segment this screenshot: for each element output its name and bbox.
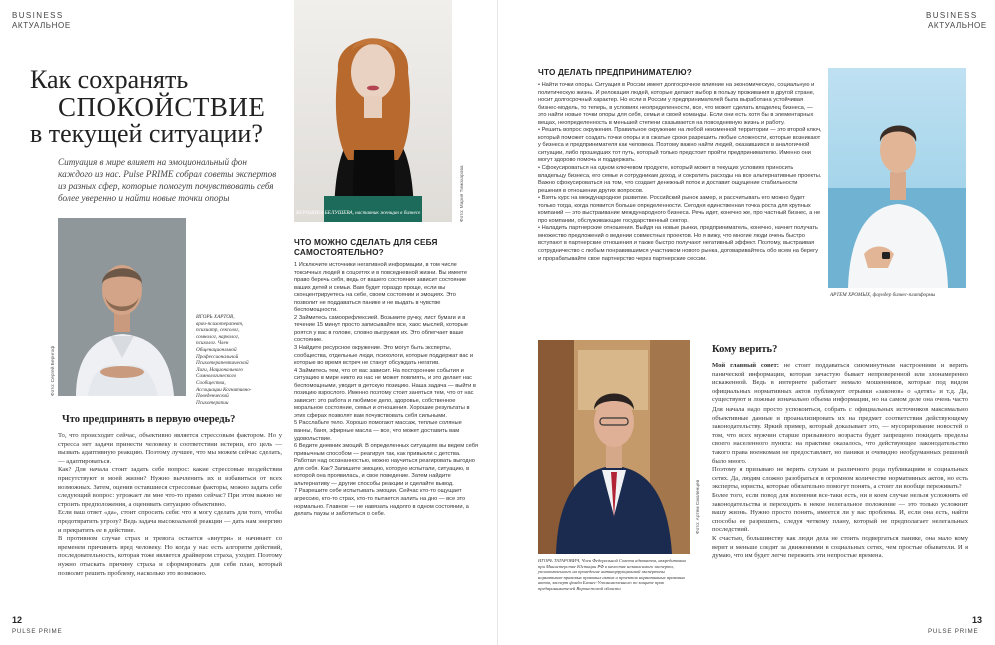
portrait-caption-2: ВЕРОНИКА БЕЛУШЕВА, наставник женщин в бизнесе bbox=[296, 210, 421, 216]
section-label: BUSINESS bbox=[12, 11, 64, 20]
article-title-line1: Как сохранять bbox=[30, 65, 189, 94]
question-heading-3: ЧТО ДЕЛАТЬ ПРЕДПРИНИМАТЕЛЮ? bbox=[538, 68, 692, 77]
portrait-caption-1: ИГОРЬ ХАРТОВ, врач-психотерапевт, психиатр, сексолог, сомнолог, нарколог, психолог. Член Общенационльной Профессиональной Психотерапевтической Лиги, Национального Сомнологического Сообщества, Ассоциации Когнитивно- Поведенческой Психотерапии bbox=[196, 314, 252, 406]
article-title-line3: в текущей ситуации? bbox=[30, 119, 263, 148]
portrait-igor-tatarovich bbox=[538, 340, 690, 554]
article-title-line2: СПОКОЙСТВИЕ bbox=[58, 92, 266, 122]
portrait-illustration bbox=[58, 218, 186, 396]
section-label-right: BUSINESS bbox=[926, 11, 978, 20]
page-number-left: 12 bbox=[12, 615, 23, 625]
question-body-3: • Найти точки опоры. Ситуация в России имеет долгосрочное влияние на экономическую, социальную и политическую жизнь. И релокация людей, которые делают выбор в пользу проживания в другой стране, носит долгосрочный характер. Но если в России у предпринимателей была выработана устойчивая бизнес-модель, то теперь, в условиях неопределенности, все, что может сделать владелец бизнеса, — это найти новые точки опоры для себя, семьи и своей команды. Если они есть хотя бы в элементарных вещах, неопределенность в меньшей степени сказывается на повседневную жизнь и работу. • Решить вопрос окружения. Правильное окружение на любой неизменной территории — это второй ключ, который поможет создать точки опоры и в сжатые сроки разрешить любые сложности, которые возникают у бизнеса и предпринимателя как человека. Поэтому важно найти людей, оказавшихся в аналогичной ситуации, либо прошедших тот путь, который только предстоит пройти предпринимателю. Именно они могут здорово помочь и поддержать. • Сфокусироваться на одном ключевом продукте, который может в текущих условиях приносить владельцу бизнеса, его семье и сотрудникам доход, и сократить расходы на все альтернативные проекты. Важно сфокусироваться на том, что создает денежный поток и доставит ощущение стабильности решения в отношении других вопросов. • Взять курс на международное развитие. Российский рынок замер, и рассчитывать его можно будет только тогда, когда появится больше определенности. Сегодня единственная точка роста для крупных компаний — это выстраивание международного бизнеса. Речь идет, конечно же, про частный бизнес, а не про компании, обслуживающие государственный сектор. • Наладить партнерские отношения. Выйдя на новые рынки, предприниматель, конечно, начнет получать множество предложений о ведении совместных проектов. Но я вижу, что многие люди очень быстро вступают в партнерские отношения и также быстро получают негативный эффект. Поэтому, выстраивая сотрудничество с любым понравившимся участником нового рынка, договаривайтесь обо всем на берегу и прорабатывайте свое партнерство через партнерские сессии. bbox=[538, 82, 822, 262]
question-lead-4: Мой главный совет: bbox=[712, 362, 779, 369]
portrait-caption-3: АРТЕМ ХРОМЫХ, фаундер бизнес-платформы bbox=[830, 292, 936, 298]
question-body-1: То, что происходит сейчас, объективно является стрессовым фактором. Но у стресса нет задачи принести человеку в соответствии истерии, его цель — вызвать адаптивную реакцию. Поэтому лучшее, что мы можем сейчас сделать, — адаптироваться. Как? Для начала стоит задать себе вопрос: какие стрессовые воздействия присутствуют в моей жизни? Нужно вычленить их и избавиться от всех возможных. Затем, оценив оставшиеся стрессовые факторы, можно задать себе следующий вопрос: угрожает ли мне что-то прямо сейчас? При этом важно не строить предположения, а оценивать ситуацию объективно. Если ваш ответ «да», стоит спросить себя: что я могу сделать для того, чтобы предотвратить угрозу? Ведь задача высокоальной реакции — дать нам энергию и прекратить ее в действие. В противном случае страх и тревога остается «внутри» и начинает со временем причинять вред человеку. Но когда у нас есть алгоритм действий, последовательность, которая тоже является драйвером страха, уходит. Поэтому нужно отыскать причину страха и сформировать для себя план, который позволит решить проблему, насколько это возможно. bbox=[58, 432, 282, 577]
portrait-veronika-belusheva bbox=[294, 0, 452, 222]
portrait-igor-khartov bbox=[58, 218, 186, 396]
brand-right: PULSE PRIME bbox=[928, 628, 979, 635]
portrait-artem-khromykh bbox=[828, 68, 966, 288]
subsection-label: АКТУАЛЬНОЕ bbox=[12, 21, 71, 30]
subsection-label-right: АКТУАЛЬНОЕ bbox=[928, 21, 987, 30]
question-body-4: Для начала надо просто успокоиться, собрать с официальных источников максимально объективные данные и проанализировать их на предмет соответствия действующему законодательству. Яркий пример, который доказывает это, — мусорирование новостей о том, что всех мужчин старше призывного возраста будет запрещено покидать пределы своего населенного пункта: на практике оказалось, что действующее законодательство такого права военкомам не предоставляет, но паники и очевидно необдуманных решений было много. Поэтому я призываю не верить слухам и различного рода публикациям в социальных сетях. Да, людям сложно разобраться в огромном количестве нормативных актов, но есть эксперты, юристы, которые обязательно помогут понять, а стоит ли вообще переживать? Более того, если повод для волнения все-таки есть, ни в коем случае нельзя усложнять её законодательства и переходить в некое нелегальное положение — это только усложнит вашу жизнь. Нужно просто понять, имеется ли у вас проблема. И, если она есть, найти способы ее разрешить, следуя четкому плану, который не предполагает нелегальных последствий. К счастью, большинству как люди дела не стоить подвергаться панике, она мало кому верит и меньше следят за движениями в социальных сетях, чем простые обыватели. И я думаю, что им будет легче пережить эти непростые времена. bbox=[712, 406, 968, 560]
portrait-illustration-2 bbox=[294, 0, 452, 222]
portrait-caption-4: ИГОРЬ ТАТАРОВИЧ, Член Федеральной Совета адвокатов, аккредитован при Министерстве Юстиции РФ в качестве независимого эксперта, уполномоченного на проведение антикоррупционной экспертизы нормативно-правовых правовых актов и проектов нормативных правовых актов, эксперт фонда Бизнес-Уполномоченного по защите прав предпринимателей Воронежской области bbox=[538, 558, 686, 591]
question-heading-4: Кому верить? bbox=[712, 344, 778, 355]
question-body-4-first: не стоит поддаваться сиюминутным настроениям и верить панической информации, которая зачастую бывает непроверенной или злонамеренно искаженной. Ведь в интернете работает немало мошенников, которые под видом официальных нормативных актов публикуют отрывки «законов» о «детях» и т.д. Да, существуют и ложные изначально объема информации, но на самом деле она очень часто bbox=[712, 362, 968, 404]
photo-credit-4: Фото: Артем Смоленцев bbox=[696, 479, 701, 534]
photo-credit-2: Фото: Мария Тимохарова bbox=[460, 165, 465, 222]
portrait-illustration-3 bbox=[828, 68, 966, 288]
brand-left: PULSE PRIME bbox=[12, 628, 63, 635]
page-number-right: 13 bbox=[972, 615, 983, 625]
page-gutter bbox=[497, 0, 498, 645]
question-body-4-intro bbox=[712, 362, 968, 406]
question-body-2: 1 Исключите источники негативной информации, в том числе токсичных людей в соцсетях и в повседневной жизни. Вы имеете право беречь себя, ведь от вашего состояния зависит состояние ваших детей и семьи. Вам будет гораздо проще, если вы сконцентрируетесь на себе, своем состоянии и эмоциях. Это позволит не поддаваться панике и не выдать в чувстве беспомощности. 2 Займитесь самоорефлексией. Возьмите ручку, лист бумаги и в течение 15 минут просто записывайте все, хаос мыслей, которые роятся у вас в голове, словно выгружая их. Это облегчает ваше состояние. 3 Найдите ресурсное окружение. Это могут быть эксперты, сообщества, отдельные люди, психологи, которые поддержат вас и которые во время встреч не станут обсуждать негатив. 4 Займитесь тем, что от вас зависит. На посторонние события и ситуацию в мире никто из нас не может повлиять, и это делает нас беспомощными, уводит в детскую позицию. Наша задача — выйти в позицию взрослого. Именно поэтому стоит заняться тем, что от нас зависит: это работа и любимое дело, здоровье, собственное моральное состояние, семья и отношения. Хорошие результаты в этих сферах позволят вам почувствовать себя сильными. 5 Расслабьте тело. Хорошо помогают массаж, теплые соляные ванны, баня, эфирные масла — все, что может доставить вам удовольствие. 6 Ведите дневник эмоций. В определенных ситуациях вы ведем себя привычным способом — реагируя так, как привыкли с детства. Работая над осознанностью, можно научиться реагировать выгодно для себя. Как? Запишите эмоцию, которую испытали, ситуацию, в которой она проявилась, и свое поведение. Затем найдите альтернативу — другие способы реакции и сделайте вывод. 7 Разрешите себе испытывать эмоции. Сейчас кто-то ощущает агрессию, кто-то страх, кто-то пытается залить на дно — все это нормально. Главное — не навязать надолго в одном состоянии, а делать паузы и заботиться о себе. bbox=[294, 262, 478, 518]
question-heading-2: ЧТО МОЖНО СДЕЛАТЬ ДЛЯ СЕБЯ САМОСТОЯТЕЛЬНО? bbox=[294, 238, 438, 257]
question-heading-1: Что предпринять в первую очередь? bbox=[62, 414, 236, 425]
article-lead: Ситуация в мире влияет на эмоциональный фон каждого из нас. Pulse PRIME собрал советы экспертов из разных сфер, которые помогут почувствовать себя более уверенно и найти новые точки опоры bbox=[58, 157, 277, 203]
photo-credit-1: Фото: Сергей Бернгоф bbox=[51, 345, 56, 396]
portrait-illustration-4 bbox=[538, 340, 690, 554]
